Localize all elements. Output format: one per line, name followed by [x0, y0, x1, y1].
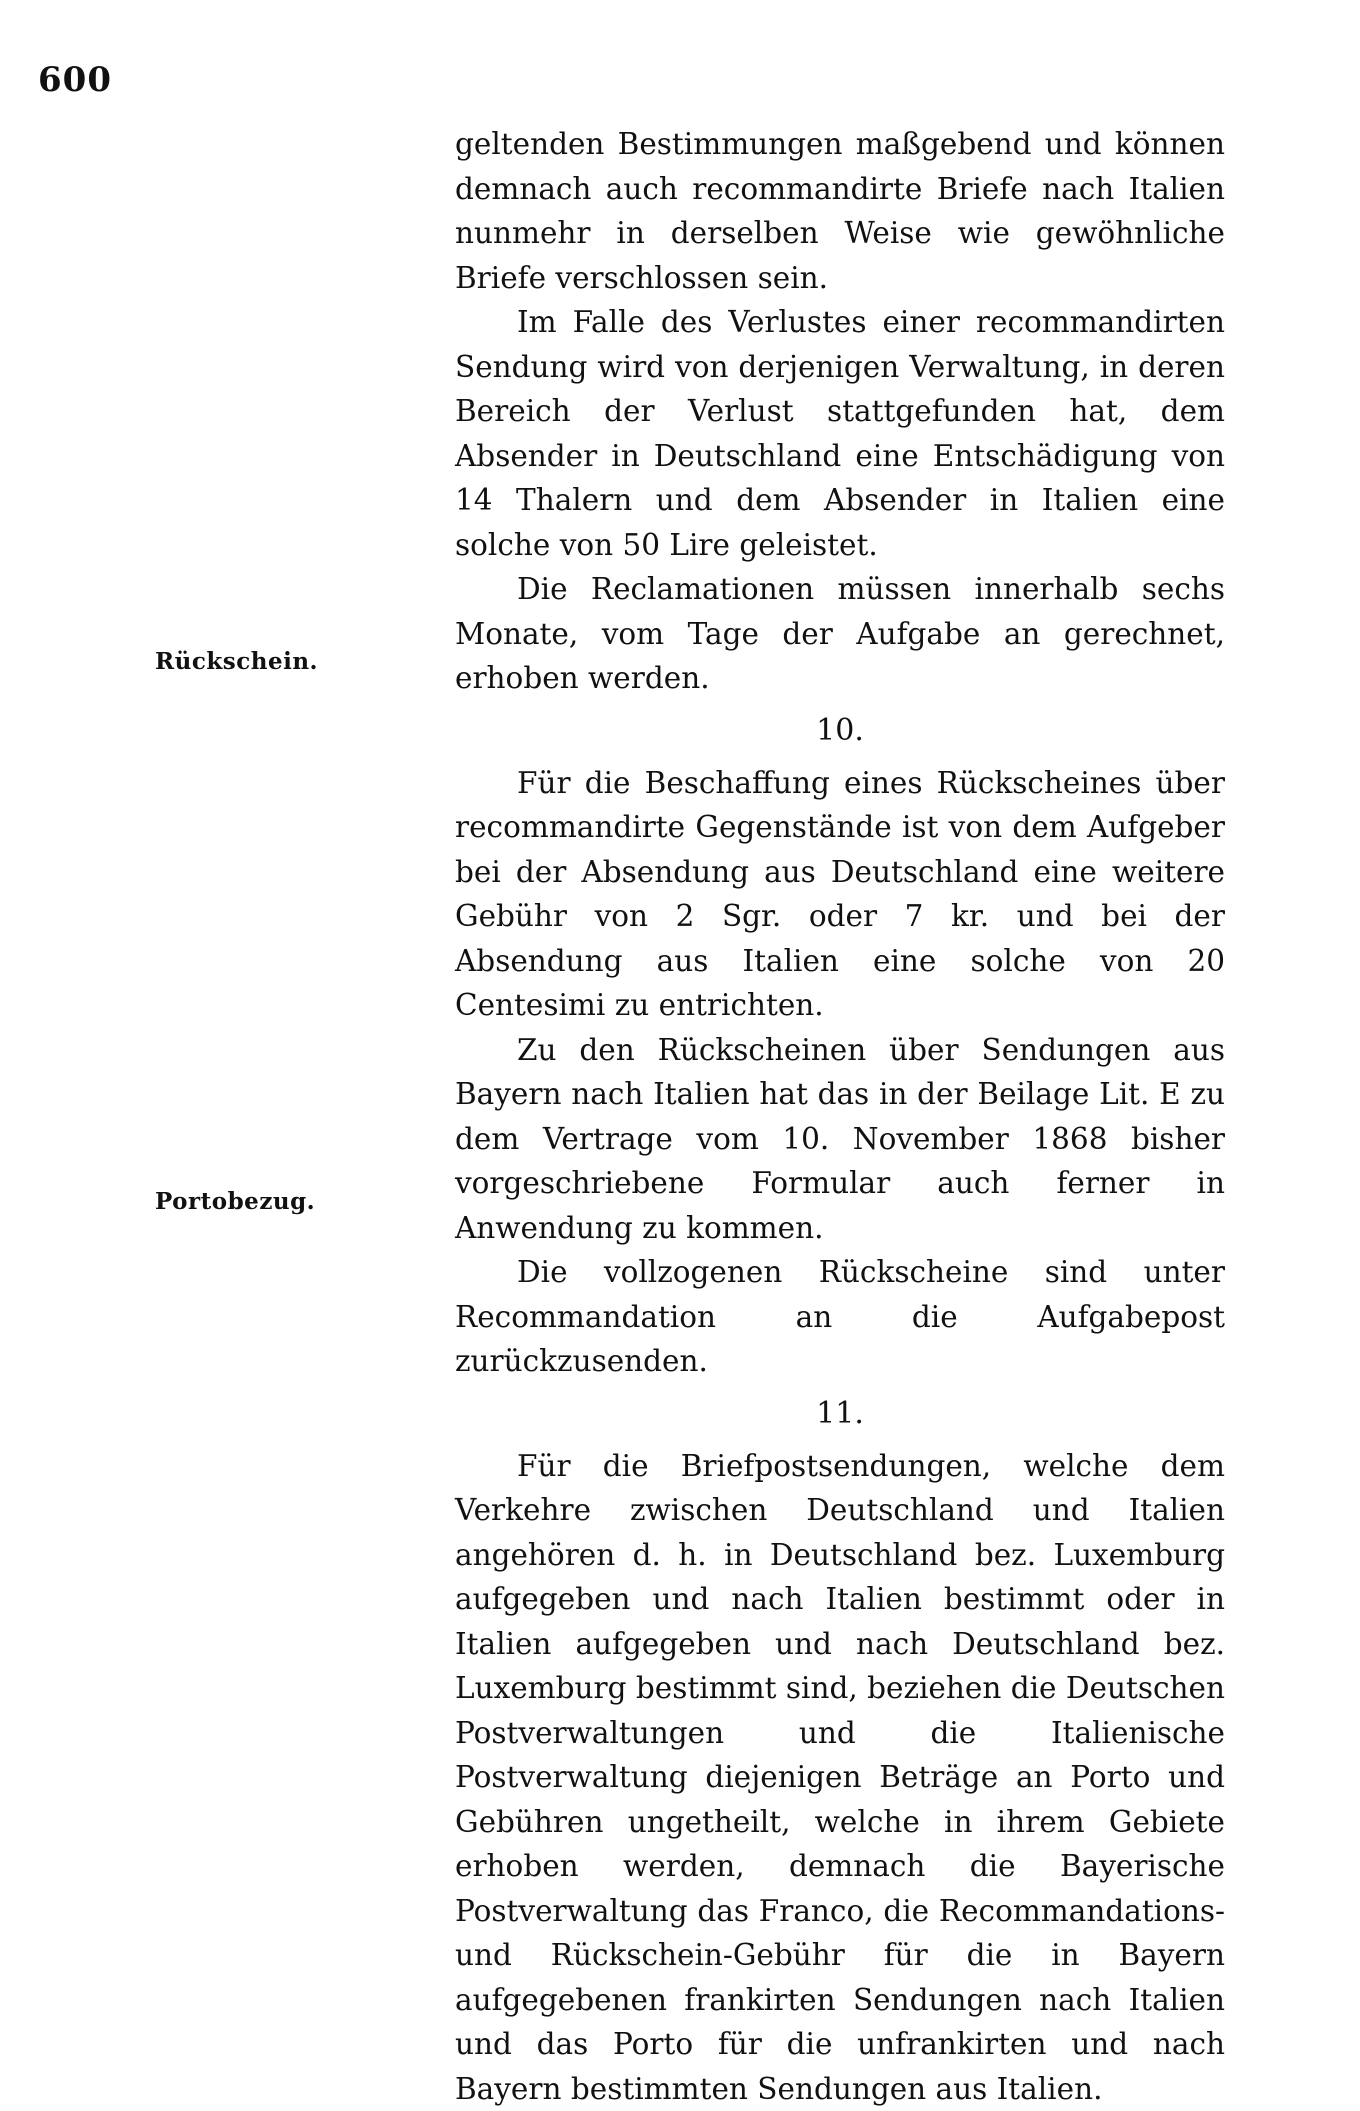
section-number-11: 11. — [455, 1384, 1225, 1444]
paragraph-5: Zu den Rückscheinen über Sendungen aus Bayern nach Italien hat das in der Beilage Lit. E zu dem Vertrage vom 10. November 1868 bisher vorgeschriebene Formular auch ferner in Anwendung zu kommen. — [455, 1028, 1225, 1251]
page-number: 600 — [38, 60, 112, 100]
paragraph-4: Für die Beschaffung eines Rückscheines über recommandirte Gegenstände ist von dem Aufgeber bei der Absendung aus Deutschland eine weitere Gebühr von 2 Sgr. oder 7 kr. und bei der Absendung aus Italien eine solche von 20 Centesimi zu entrichten. — [455, 761, 1225, 1028]
paragraph-3: Die Reclamationen müssen innerhalb sechs Monate, vom Tage der Aufgabe an gerechnet, erhoben werden. — [455, 567, 1225, 701]
margin-note-portobezug: Portobezug. — [155, 1188, 315, 1215]
margin-note-rueckschein: Rückschein. — [155, 648, 318, 675]
paragraph-6: Die vollzogenen Rückscheine sind unter Recommandation an die Aufgabepost zurückzusenden. — [455, 1250, 1225, 1384]
paragraph-2: Im Falle des Verlustes einer recommandirten Sendung wird von derjenigen Verwaltung, in deren Bereich der Verlust stattgefunden hat, dem Absender in Deutschland eine Entschädigung von 14 Thalern und dem Absender in Italien eine solche von 50 Lire geleistet. — [455, 300, 1225, 567]
section-number-10: 10. — [455, 701, 1225, 761]
paragraph-7: Für die Briefpostsendungen, welche dem Verkehre zwischen Deutschland und Italien angehören d. h. in Deutschland bez. Luxemburg aufgegeben und nach Italien bestimmt oder in Italien aufgegeben und nach Deutschland bez. Luxemburg bestimmt sind, beziehen die Deutschen Postverwaltungen und die Italienische Postverwaltung diejenigen Beträge an Porto und Gebühren ungetheilt, welche in ihrem Gebiete erhoben werden, demnach die Bayerische Postverwaltung das Franco, die Recommandations- und Rückschein-Gebühr für die in Bayern aufgegebenen frankirten Sendungen nach Italien und das Porto für die unfrankirten und nach Bayern bestimmten Sendungen aus Italien. — [455, 1444, 1225, 2111]
paragraph-1: geltenden Bestimmungen maßgebend und können demnach auch recommandirte Briefe nach Italien nunmehr in derselben Weise wie gewöhnliche Briefe verschlossen sein. — [455, 122, 1225, 300]
main-text-column — [455, 122, 1225, 2111]
